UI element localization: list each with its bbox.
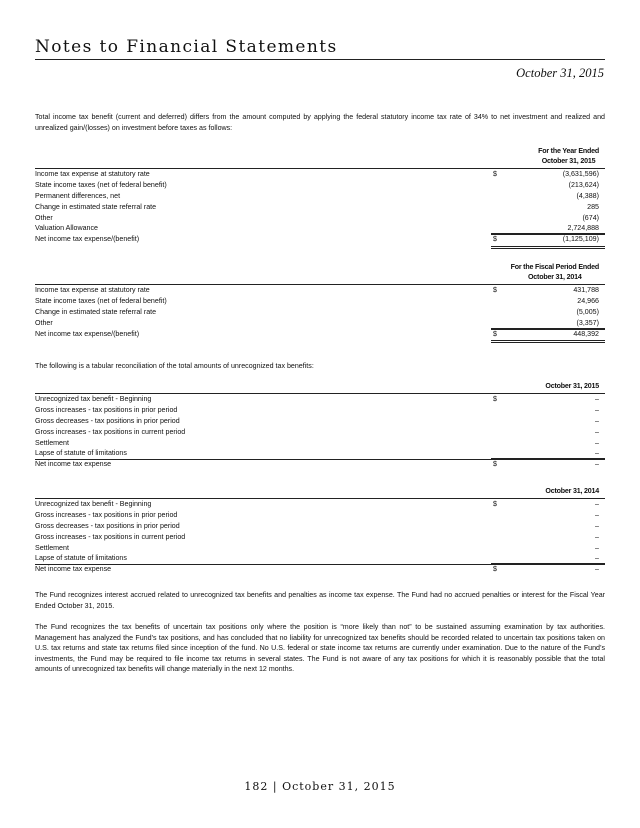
row-label: Other xyxy=(35,318,53,327)
table-row xyxy=(35,521,605,532)
row-label: State income taxes (net of federal benefit) xyxy=(35,296,167,305)
currency-symbol: $ xyxy=(493,235,497,244)
table-total-row xyxy=(35,459,605,470)
header-line-1: October 31, 2014 xyxy=(545,486,599,495)
tax-positions-paragraph: The Fund recognizes the tax benefits of uncertain tax positions only where the position is “more likely than not” to be sustained assuming examination by tax authorities. Management has analyzed the Fund’s tax positions, and has concluded that no liability for unrecognized tax benefits should be recorded related to uncertain tax positions taken on U.S. tax returns and state tax returns filed since inception of the fund. No U.S. federal or state income tax returns are currently under examination. Due to the nature of the Fund’s investments, the Fund may be required to file income tax returns in several states. The Fund is not aware of any tax positions for which it is reasonably possible that the total amounts of unrecognized tax benefits will change materially in the next 12 months. xyxy=(35,623,605,674)
row-label: Lapse of statute of limitations xyxy=(35,554,127,563)
table-body xyxy=(35,284,605,339)
row-value: – xyxy=(595,532,599,541)
interest-paragraph: The Fund recognizes interest accrued related to unrecognized tax benefits and penalties as income tax expense. The Fund had no accrued penalties or interest for the Fiscal Year Ended October 31, 2015. xyxy=(35,591,605,610)
row-label: Valuation Allowance xyxy=(35,224,98,233)
table-row xyxy=(35,213,605,224)
unrecognized-benefits-table-2014 xyxy=(35,486,605,575)
tax-reconciliation-table-2015 xyxy=(35,146,605,245)
row-label: Unrecognized tax benefit - Beginning xyxy=(35,500,152,508)
header-line-1: October 31, 2015 xyxy=(545,381,599,390)
row-label: Income tax expense at statutory rate xyxy=(35,170,150,178)
table-row xyxy=(35,168,605,180)
title-divider xyxy=(35,59,605,60)
row-value: – xyxy=(595,521,599,530)
row-value: (213,624) xyxy=(568,180,599,189)
row-label: Gross decreases - tax positions in prior period xyxy=(35,416,180,425)
currency-symbol: $ xyxy=(493,565,497,574)
table-row xyxy=(35,191,605,202)
table-header xyxy=(35,486,605,498)
total-label: Net income tax expense xyxy=(35,565,112,574)
row-label: Gross increases - tax positions in current period xyxy=(35,532,186,541)
table-total-row xyxy=(35,329,605,340)
table-row xyxy=(35,405,605,416)
row-value: (4,388) xyxy=(576,191,599,200)
row-label: State income taxes (net of federal benefit) xyxy=(35,180,167,189)
row-value: – xyxy=(595,438,599,447)
row-value: 24,966 xyxy=(577,296,599,305)
row-label: Settlement xyxy=(35,543,69,552)
unrecognized-benefits-table-2015 xyxy=(35,381,605,470)
row-value: – xyxy=(595,500,599,508)
row-label: Other xyxy=(35,213,53,222)
table-row xyxy=(35,416,605,427)
row-label: Permanent differences, net xyxy=(35,191,121,200)
header-line-2: October 31, 2014 xyxy=(527,272,582,281)
row-value: – xyxy=(595,543,599,552)
table-header xyxy=(35,262,605,284)
row-value: 431,788 xyxy=(573,286,599,294)
table-body xyxy=(35,393,605,470)
row-label: Gross decreases - tax positions in prior period xyxy=(35,521,180,530)
row-value: 285 xyxy=(587,202,599,211)
total-label: Net income tax expense/(benefit) xyxy=(35,329,140,338)
table-row xyxy=(35,448,605,459)
row-value: – xyxy=(595,416,599,425)
table-body xyxy=(35,168,605,245)
row-value: 2,724,888 xyxy=(567,224,599,233)
total-value: (1,125,109) xyxy=(562,235,599,244)
table-row xyxy=(35,498,605,510)
table-row xyxy=(35,202,605,213)
row-label: Change in estimated state referral rate xyxy=(35,307,157,316)
currency-symbol: $ xyxy=(493,395,497,403)
intro-paragraph: Total income tax benefit (current and deferred) differs from the amount computed by applying the federal statutory income tax rate of 34% to net investment and realized and unrealized gain/(losses) on investment before taxes as follows: xyxy=(35,113,605,132)
row-value: – xyxy=(595,427,599,436)
reconciliation-intro: The following is a tabular reconciliation of the total amounts of unrecognized tax benefits: xyxy=(35,362,314,370)
table-row xyxy=(35,284,605,296)
table-row xyxy=(35,427,605,438)
table-row xyxy=(35,318,605,329)
total-label: Net income tax expense xyxy=(35,460,112,469)
row-label: Income tax expense at statutory rate xyxy=(35,286,150,294)
table-total-row xyxy=(35,564,605,575)
table-row xyxy=(35,510,605,521)
table-row xyxy=(35,438,605,449)
table-total-row xyxy=(35,234,605,245)
table-row xyxy=(35,553,605,564)
table-row xyxy=(35,296,605,307)
page-footer: 182 | October 31, 2015 xyxy=(244,780,396,793)
total-value: – xyxy=(595,460,599,469)
row-label: Gross increases - tax positions in current period xyxy=(35,427,186,436)
row-value: – xyxy=(595,449,599,458)
row-value: – xyxy=(595,405,599,414)
currency-symbol: $ xyxy=(493,170,497,178)
row-value: – xyxy=(595,395,599,403)
report-date: October 31, 2015 xyxy=(516,66,604,80)
header-line-1: For the Fiscal Period Ended xyxy=(510,263,599,271)
row-value: (674) xyxy=(582,213,599,222)
table-row xyxy=(35,180,605,191)
row-value: (3,631,596) xyxy=(562,170,599,178)
table-row xyxy=(35,532,605,543)
total-value: 448,392 xyxy=(573,329,599,338)
total-value: – xyxy=(595,565,599,574)
row-label: Gross increases - tax positions in prior period xyxy=(35,405,178,414)
row-value: (5,005) xyxy=(576,307,599,316)
total-label: Net income tax expense/(benefit) xyxy=(35,235,140,244)
table-row xyxy=(35,543,605,554)
row-label: Gross increases - tax positions in prior period xyxy=(35,510,178,519)
row-value: – xyxy=(595,510,599,519)
table-body xyxy=(35,498,605,575)
table-row xyxy=(35,393,605,405)
currency-symbol: $ xyxy=(493,500,497,508)
page-title: Notes to Financial Statements xyxy=(35,37,338,57)
header-line-2: October 31, 2015 xyxy=(541,156,596,165)
row-value: (3,357) xyxy=(576,318,599,327)
table-header xyxy=(35,146,605,168)
tax-reconciliation-table-2014 xyxy=(35,262,605,339)
row-label: Change in estimated state referral rate xyxy=(35,202,157,211)
currency-symbol: $ xyxy=(493,460,497,469)
row-label: Unrecognized tax benefit - Beginning xyxy=(35,395,152,403)
row-value: – xyxy=(595,554,599,563)
table-header xyxy=(35,381,605,393)
table-row xyxy=(35,223,605,234)
table-row xyxy=(35,307,605,318)
currency-symbol: $ xyxy=(493,329,497,338)
row-label: Lapse of statute of limitations xyxy=(35,449,127,458)
row-label: Settlement xyxy=(35,438,69,447)
header-line-1: For the Year Ended xyxy=(538,147,599,155)
currency-symbol: $ xyxy=(493,286,497,294)
